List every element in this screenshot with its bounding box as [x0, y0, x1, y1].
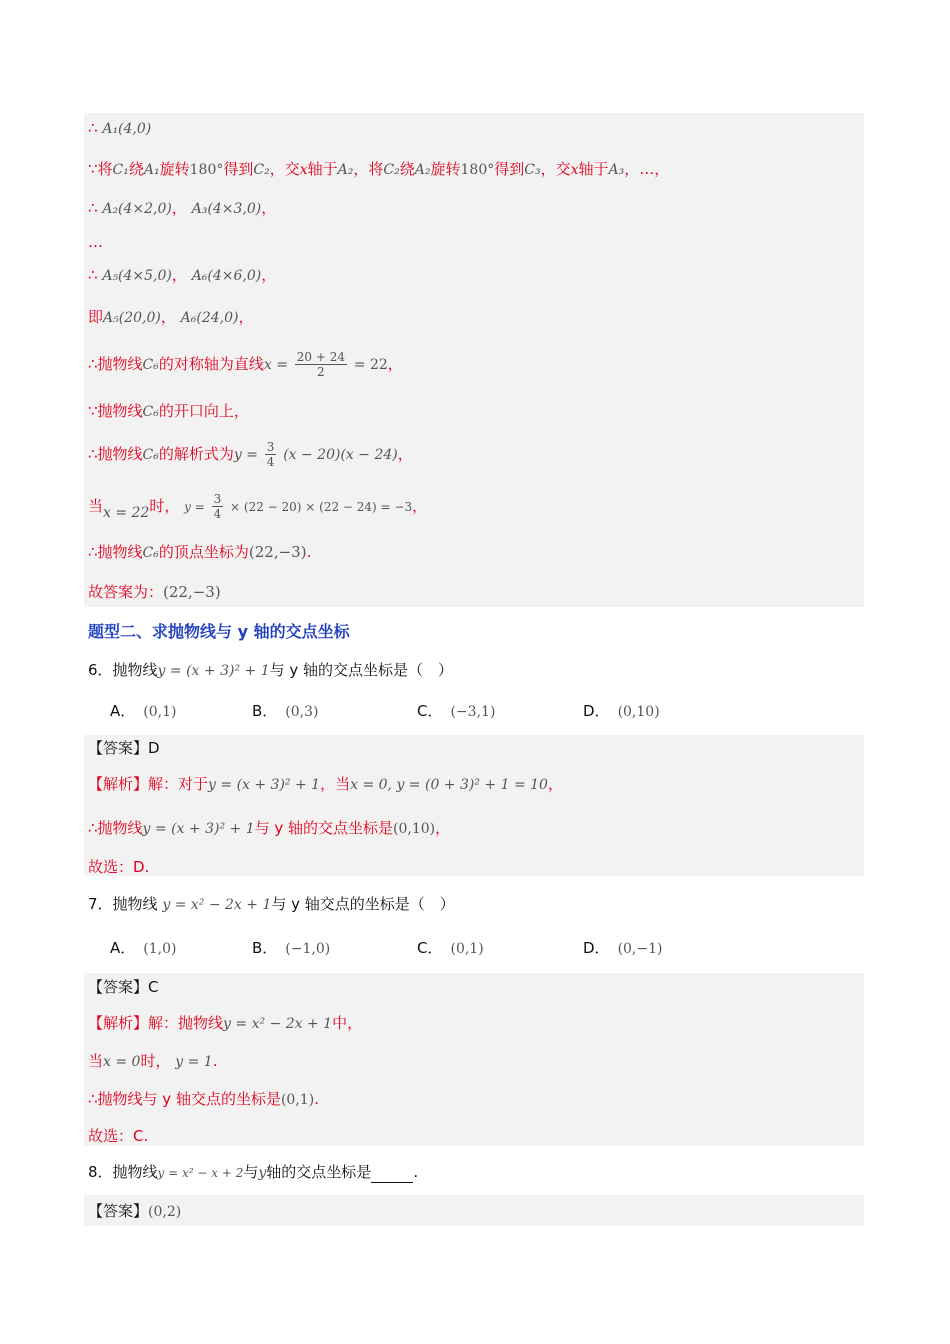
solution-line-2: [88, 159, 669, 180]
option-label: B．: [252, 702, 278, 720]
math-expr: y = 1: [175, 1054, 213, 1070]
text: 绕: [128, 160, 144, 178]
math-expr: A₁(4,0): [102, 121, 152, 137]
option-b[interactable]: [252, 937, 330, 958]
option-value: (0,3): [285, 704, 319, 720]
text: ，: [547, 775, 563, 793]
text: 当: [88, 1052, 104, 1070]
text: 得到: [494, 160, 525, 178]
math-expr: y = (x + 3)² + 1: [142, 821, 255, 837]
solution-line-11: [88, 542, 311, 563]
math-expr: = 22: [353, 357, 388, 373]
math-expr: (0,1): [280, 1092, 315, 1108]
answer-line: [88, 1201, 181, 1222]
analysis-line-1: [88, 1013, 362, 1034]
text: 解：抛物线: [148, 1014, 224, 1032]
text: 轴于: [578, 160, 609, 178]
text: 当: [88, 497, 104, 515]
fraction: [212, 492, 224, 521]
text: ，交: [269, 160, 300, 178]
text: 与: [243, 1163, 259, 1181]
denominator: 4: [213, 507, 222, 521]
fraction: [295, 350, 347, 379]
math-expr: A₆(4×6,0): [191, 268, 262, 284]
solution-line-4: [88, 232, 103, 252]
math-expr: C₃: [524, 162, 541, 178]
solution-line-9: [88, 436, 413, 473]
text: .: [306, 543, 312, 561]
option-label: B．: [252, 939, 278, 957]
therefore-symbol: ∴: [88, 199, 98, 217]
text: .: [212, 1052, 218, 1070]
text: ，: [435, 819, 451, 837]
text: ，…，: [624, 160, 670, 178]
math-expr: C₆: [142, 447, 159, 463]
math-expr: (22,−3): [163, 583, 221, 601]
text: 时，: [140, 1052, 171, 1070]
math-expr: A₅(4×5,0): [102, 268, 172, 284]
math-expr: y: [258, 1165, 267, 1181]
math-expr: x: [570, 162, 579, 178]
option-d[interactable]: [583, 937, 662, 958]
option-label: A．: [110, 702, 136, 720]
option-a[interactable]: [110, 700, 176, 721]
math-expr: A₃: [608, 162, 625, 178]
text: ，: [238, 308, 254, 326]
analysis-line-3: 故选：D.: [88, 858, 150, 876]
text: ，: [397, 445, 413, 463]
math-expr: × (22 − 20) × (22 − 24) = −3: [230, 500, 413, 514]
text: .: [413, 1163, 419, 1181]
answer-label: 【答案】C: [88, 978, 159, 996]
text: ∵将: [88, 160, 113, 178]
option-value: (0,10): [617, 704, 660, 720]
option-value: (0,1): [143, 704, 177, 720]
text: 7．抛物线: [88, 895, 158, 913]
text: ，: [412, 497, 428, 515]
solution-line-10: [88, 488, 427, 525]
text: 与 y 轴的交点坐标是（ ）: [269, 661, 454, 679]
text: ∴抛物线: [88, 819, 143, 837]
denominator: 2: [317, 365, 325, 379]
text: ，: [160, 308, 176, 326]
question-8-stem: [88, 1162, 418, 1183]
math-expr: 180°: [460, 162, 495, 178]
text: 得到: [223, 160, 254, 178]
analysis-tag: 【解析】: [88, 1014, 149, 1032]
analysis-tag: 【解析】: [88, 775, 149, 793]
option-label: D．: [583, 702, 610, 720]
ellipsis: …: [88, 233, 103, 251]
text: ，: [171, 199, 187, 217]
answer-block-q6: [84, 735, 864, 876]
math-expr: x = 22: [103, 505, 150, 521]
text: 解：对于: [148, 775, 209, 793]
section-heading: 题型二、求抛物线与 y 轴的交点坐标: [88, 622, 350, 641]
text: 绕: [399, 160, 415, 178]
numerator: 20 + 24: [296, 350, 345, 364]
text: ，交: [540, 160, 571, 178]
math-expr: C₁: [112, 162, 129, 178]
math-expr: y =: [184, 500, 205, 514]
text: ，: [261, 266, 277, 284]
option-value: (−3,1): [450, 704, 496, 720]
math-expr: A₂(4×2,0): [102, 201, 172, 217]
analysis-line-3: [88, 1089, 319, 1110]
math-expr: x = 0, y = (0 + 3)² + 1 = 10: [350, 777, 548, 793]
math-expr: A₂: [337, 162, 354, 178]
math-expr: (0,2): [148, 1204, 182, 1220]
text: 旋转: [159, 160, 190, 178]
math-expr: A₃(4×3,0): [191, 201, 262, 217]
option-value: (0,1): [450, 941, 484, 957]
option-c[interactable]: [417, 937, 484, 958]
math-expr: C₆: [142, 545, 159, 561]
text: ∴抛物线: [88, 445, 143, 463]
math-expr: y = x² − x + 2: [157, 1166, 244, 1180]
fraction: [265, 440, 277, 469]
math-expr: x: [299, 162, 308, 178]
option-c[interactable]: [417, 700, 495, 721]
text: 的对称轴为直线: [158, 355, 264, 373]
text: 与 y 轴交点的坐标是（ ）: [271, 895, 455, 913]
solution-line-8: [88, 401, 249, 422]
analysis-line-2: [88, 818, 450, 839]
math-expr: C₂: [253, 162, 270, 178]
option-label: C．: [417, 939, 443, 957]
text: ，: [261, 199, 277, 217]
text: 故答案为：: [88, 583, 164, 601]
text: ，当: [320, 775, 351, 793]
text: 旋转: [430, 160, 461, 178]
math-expr: y = x² − 2x + 1: [162, 897, 272, 913]
numerator: 3: [266, 440, 275, 454]
text: .: [314, 1090, 319, 1108]
fill-in-blank[interactable]: [371, 1168, 413, 1183]
option-a[interactable]: [110, 937, 176, 958]
solution-line-3: [88, 198, 276, 219]
option-b[interactable]: [252, 700, 319, 721]
analysis-line-4: 故选：C.: [88, 1127, 149, 1145]
therefore-symbol: ∴: [88, 119, 98, 137]
solution-line-7: [88, 346, 403, 383]
math-expr: y = x² − 2x + 1: [223, 1016, 333, 1032]
numerator: 3: [213, 492, 222, 506]
analysis-line-1: [88, 774, 563, 795]
math-expr: y =: [233, 447, 258, 463]
text: 轴于: [307, 160, 338, 178]
text: ∵抛物线: [88, 402, 143, 420]
solution-line-12: [88, 582, 221, 602]
math-expr: A₆(24,0): [180, 310, 239, 326]
solution-line-6: [88, 307, 253, 328]
math-expr: C₆: [142, 404, 159, 420]
text: 轴的交点坐标是: [266, 1163, 372, 1181]
text: 时，: [149, 497, 180, 515]
text: 的开口向上，: [158, 402, 249, 420]
option-value: (1,0): [143, 941, 177, 957]
math-expr: A₁: [143, 162, 160, 178]
math-expr: A₅(20,0): [103, 310, 161, 326]
question-6-stem: [88, 660, 453, 681]
text: 的顶点坐标为: [158, 543, 249, 561]
therefore-symbol: ∴: [88, 266, 98, 284]
analysis-line-2: [88, 1051, 217, 1072]
option-label: C．: [417, 702, 443, 720]
option-d[interactable]: [583, 700, 660, 721]
math-expr: (0,10): [393, 821, 436, 837]
text: 中，: [332, 1014, 363, 1032]
solution-line-5: [88, 265, 276, 286]
text: ∴抛物线与 y 轴交点的坐标是: [88, 1090, 281, 1108]
text: 即: [88, 308, 104, 326]
question-7-stem: [88, 894, 455, 915]
option-value: (−1,0): [285, 941, 331, 957]
solution-line-1: [88, 118, 151, 139]
text: 6．抛物线: [88, 661, 158, 679]
math-expr: (22,−3): [248, 543, 307, 561]
math-expr: x = 0: [103, 1054, 141, 1070]
text: 8．抛物线: [88, 1163, 158, 1181]
denominator: 4: [266, 455, 275, 469]
math-expr: A₂: [414, 162, 431, 178]
text: 与 y 轴的交点坐标是: [254, 819, 394, 837]
option-label: A．: [110, 939, 136, 957]
answer-block-q8: [84, 1195, 864, 1226]
math-expr: 180°: [189, 162, 224, 178]
text: ∴抛物线: [88, 355, 143, 373]
math-expr: C₂: [383, 162, 400, 178]
math-expr: y = (x + 3)² + 1: [208, 777, 321, 793]
answer-label: 【答案】D: [88, 739, 160, 757]
math-expr: x =: [263, 357, 288, 373]
text: ，: [387, 355, 403, 373]
option-value: (0,−1): [617, 941, 663, 957]
math-expr: y = (x + 3)² + 1: [157, 663, 270, 679]
text: 的解析式为: [158, 445, 234, 463]
text: ，: [171, 266, 187, 284]
text: ∴抛物线: [88, 543, 143, 561]
text: ，将: [353, 160, 384, 178]
math-expr: C₆: [142, 357, 159, 373]
option-label: D．: [583, 939, 610, 957]
math-expr: (x − 20)(x − 24): [283, 447, 398, 463]
answer-label: 【答案】: [88, 1202, 149, 1220]
